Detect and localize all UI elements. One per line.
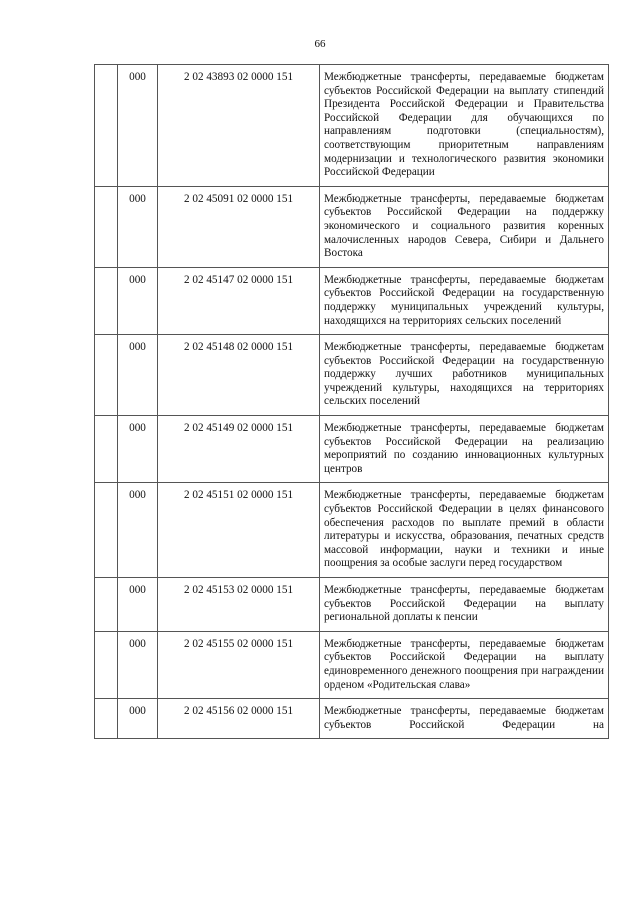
income-description-cell: Межбюджетные трансферты, передаваемые бюджетам субъектов Российской Федерации на государственную поддержку лучших работников муниципальных учреждений культуры, находящихся на территориях сельских поселений xyxy=(320,335,609,416)
income-code-cell: 2 02 45147 02 0000 151 xyxy=(158,267,320,334)
admin-code-cell: 000 xyxy=(118,335,158,416)
admin-code-cell: 000 xyxy=(118,699,158,739)
admin-code-cell: 000 xyxy=(118,483,158,578)
table-row xyxy=(95,186,609,267)
table-row xyxy=(95,416,609,483)
row-number-cell xyxy=(95,186,118,267)
admin-code-cell: 000 xyxy=(118,65,158,187)
row-number-cell xyxy=(95,267,118,334)
admin-code-cell: 000 xyxy=(118,631,158,698)
row-number-cell xyxy=(95,631,118,698)
admin-code-cell: 000 xyxy=(118,186,158,267)
table-row xyxy=(95,267,609,334)
income-code-cell: 2 02 45155 02 0000 151 xyxy=(158,631,320,698)
income-description-cell: Межбюджетные трансферты, передаваемые бюджетам субъектов Российской Федерации на выплату региональной доплаты к пенсии xyxy=(320,578,609,632)
table-row xyxy=(95,65,609,187)
income-code-cell: 2 02 45148 02 0000 151 xyxy=(158,335,320,416)
income-description-cell: Межбюджетные трансферты, передаваемые бюджетам субъектов Российской Федерации на xyxy=(320,699,609,739)
row-number-cell xyxy=(95,65,118,187)
row-number-cell xyxy=(95,416,118,483)
table-row xyxy=(95,699,609,739)
row-number-cell xyxy=(95,483,118,578)
income-code-cell: 2 02 45091 02 0000 151 xyxy=(158,186,320,267)
income-code-cell: 2 02 45151 02 0000 151 xyxy=(158,483,320,578)
table-row xyxy=(95,335,609,416)
income-description-cell: Межбюджетные трансферты, передаваемые бюджетам субъектов Российской Федерации на выплату единовременного денежного поощрения при награждении орденом «Родительская слава» xyxy=(320,631,609,698)
row-number-cell xyxy=(95,335,118,416)
income-code-cell: 2 02 45153 02 0000 151 xyxy=(158,578,320,632)
income-description-cell: Межбюджетные трансферты, передаваемые бюджетам субъектов Российской Федерации на реализацию мероприятий по созданию инновационных культурных центров xyxy=(320,416,609,483)
income-description-cell: Межбюджетные трансферты, передаваемые бюджетам субъектов Российской Федерации на поддержку экономического и социального развития коренных малочисленных народов Севера, Сибири и Дальнего Востока xyxy=(320,186,609,267)
income-description-cell: Межбюджетные трансферты, передаваемые бюджетам субъектов Российской Федерации на государственную поддержку муниципальных учреждений культуры, находящихся на территориях сельских поселений xyxy=(320,267,609,334)
admin-code-cell: 000 xyxy=(118,416,158,483)
budget-classification-table xyxy=(94,64,609,739)
income-description-cell: Межбюджетные трансферты, передаваемые бюджетам субъектов Российской Федерации на выплату стипендий Президента Российской Федерации и Правительства Российской Федерации для обучающихся по направлениям подготовки (специальностям), соответствующим приоритетным направлениям модернизации и технологического развития экономики Российской Федерации xyxy=(320,65,609,187)
income-description-cell: Межбюджетные трансферты, передаваемые бюджетам субъектов Российской Федерации в целях финансового обеспечения расходов по выплате премий в области литературы и искусства, образования, печатных средств массовой информации, науки и техники и иные поощрения за особые заслуги перед государством xyxy=(320,483,609,578)
table-row xyxy=(95,483,609,578)
row-number-cell xyxy=(95,578,118,632)
table-row xyxy=(95,631,609,698)
income-code-cell: 2 02 45156 02 0000 151 xyxy=(158,699,320,739)
income-code-cell: 2 02 43893 02 0000 151 xyxy=(158,65,320,187)
income-code-cell: 2 02 45149 02 0000 151 xyxy=(158,416,320,483)
row-number-cell xyxy=(95,699,118,739)
page-number: 66 xyxy=(314,38,326,50)
admin-code-cell: 000 xyxy=(118,267,158,334)
table-row xyxy=(95,578,609,632)
admin-code-cell: 000 xyxy=(118,578,158,632)
